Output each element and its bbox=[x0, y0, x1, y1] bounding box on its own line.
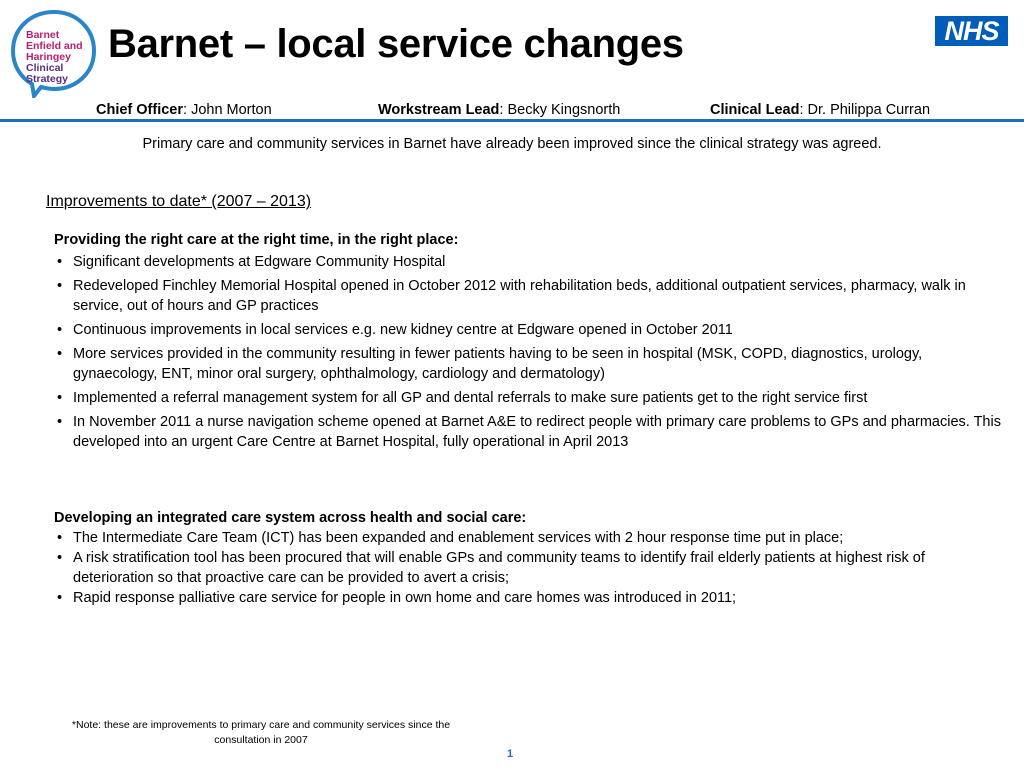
logo-line-3: Haringey bbox=[26, 51, 71, 63]
clinical-strategy-logo bbox=[4, 6, 98, 98]
chief-officer-credit bbox=[96, 102, 272, 118]
clinical-lead-credit bbox=[710, 102, 930, 118]
page-number: 1 bbox=[507, 748, 514, 760]
chief-officer-role: Chief Officer bbox=[96, 102, 184, 118]
section-heading: Improvements to date* (2007 – 2013) bbox=[46, 193, 312, 210]
list-item: • Rapid response palliative care service for people in own home and care homes was introduced in 2011; bbox=[54, 588, 1004, 608]
list-item: • Continuous improvements in local services e.g. new kidney centre at Edgware opened in October 2011 bbox=[54, 320, 1004, 340]
list-item: • The Intermediate Care Team (ICT) has been expanded and enablement services with 2 hour response time put in place; bbox=[54, 528, 1004, 548]
logo-line-5: Strategy bbox=[26, 73, 69, 85]
page-title: Barnet – local service changes bbox=[108, 22, 684, 66]
workstream-lead-role: Workstream Lead bbox=[378, 102, 500, 118]
logo-line-1: Barnet bbox=[26, 29, 60, 41]
list-item: • In November 2011 a nurse navigation scheme opened at Barnet A&E to redirect people with primary care problems to GPs and pharmacies. This developed into an urgent Care Centre at Barnet Hospital, fully operational in April 2013 bbox=[54, 412, 1004, 452]
clinical-lead-name: : Dr. Philippa Curran bbox=[799, 102, 931, 118]
block-heading: Developing an integrated care system across health and social care: bbox=[54, 510, 527, 526]
bullet-list bbox=[54, 528, 1004, 608]
block-heading: Providing the right care at the right time, in the right place: bbox=[54, 232, 459, 248]
footnote-line-2: consultation in 2007 bbox=[214, 734, 308, 746]
workstream-lead-name: : Becky Kingsnorth bbox=[499, 102, 621, 118]
nhs-logo: NHS bbox=[935, 16, 1008, 46]
list-item: • A risk stratification tool has been procured that will enable GPs and community teams to identify frail elderly patients at highest risk of deterioration so that proactive care can be provided to avert a crisis; bbox=[54, 548, 1004, 588]
list-item: • More services provided in the community resulting in fewer patients having to be seen in hospital (MSK, COPD, diagnostics, urology, gynaecology, ENT, minor oral surgery, ophthalmology, cardiology and dermatology) bbox=[54, 344, 1004, 384]
bullet-list bbox=[54, 252, 1004, 452]
integrated-care-block bbox=[54, 508, 1004, 608]
logo-line-2: Enfield and bbox=[26, 40, 83, 52]
list-item: • Significant developments at Edgware Community Hospital bbox=[54, 252, 1004, 272]
footnote-line-1: *Note: these are improvements to primary care and community services since the bbox=[71, 719, 451, 731]
list-item: • Redeveloped Finchley Memorial Hospital opened in October 2012 with rehabilitation beds, additional outpatient services, pharmacy, walk in service, out of hours and GP practices bbox=[54, 276, 1004, 316]
clinical-lead-role: Clinical Lead bbox=[710, 102, 800, 118]
footnote bbox=[52, 718, 470, 748]
header-divider bbox=[0, 119, 1024, 122]
chief-officer-name: : John Morton bbox=[183, 102, 272, 118]
intro-text: Primary care and community services in Barnet have already been improved since the clinical strategy was agreed. bbox=[142, 136, 882, 152]
right-care-block bbox=[54, 230, 1004, 452]
logo-text bbox=[26, 30, 96, 85]
workstream-lead-credit bbox=[378, 102, 620, 118]
logo-line-4: Clinical bbox=[26, 62, 64, 74]
list-item: • Implemented a referral management system for all GP and dental referrals to make sure patients get to the right service first bbox=[54, 388, 1004, 408]
